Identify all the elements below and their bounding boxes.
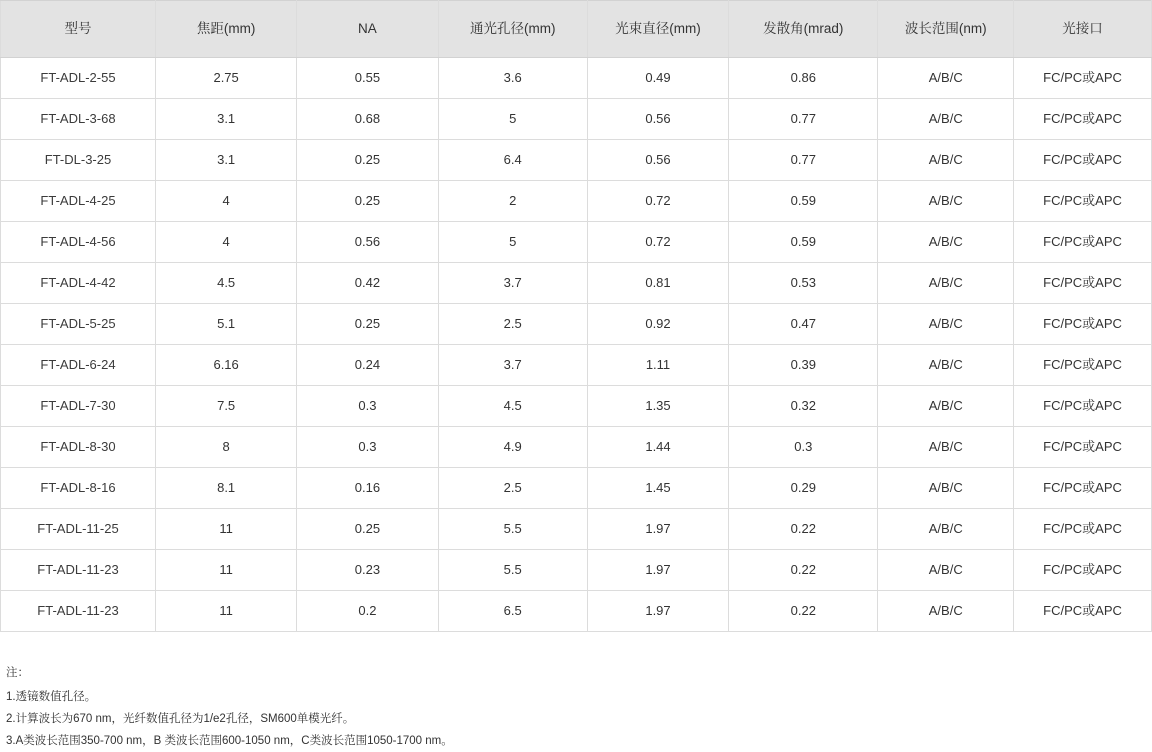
data-cell: 0.3 [729,427,878,468]
data-cell: FC/PC或APC [1014,263,1152,304]
data-cell: A/B/C [878,468,1014,509]
column-header-4: 通光孔径(mm) [438,1,587,58]
column-header-1: 型号 [1,1,156,58]
model-cell: FT-ADL-8-30 [1,427,156,468]
data-cell: 0.53 [729,263,878,304]
table-header-row [1,1,1152,58]
data-cell: FC/PC或APC [1014,304,1152,345]
model-cell: FT-ADL-8-16 [1,468,156,509]
data-cell: 6.16 [155,345,296,386]
table-row [1,550,1152,591]
table-row [1,263,1152,304]
data-cell: 0.25 [297,140,438,181]
data-cell: 0.23 [297,550,438,591]
data-cell: 3.7 [438,263,587,304]
data-cell: 4 [155,181,296,222]
data-cell: A/B/C [878,304,1014,345]
data-cell: FC/PC或APC [1014,550,1152,591]
data-cell: 0.86 [729,58,878,99]
data-cell: 3.1 [155,99,296,140]
model-cell: FT-ADL-7-30 [1,386,156,427]
data-cell: 0.25 [297,509,438,550]
data-cell: A/B/C [878,550,1014,591]
data-cell: 3.6 [438,58,587,99]
data-cell: 4 [155,222,296,263]
data-cell: 6.5 [438,591,587,632]
data-cell: 1.97 [587,550,728,591]
notes-block [0,662,1152,752]
data-cell: 0.16 [297,468,438,509]
data-cell: FC/PC或APC [1014,591,1152,632]
data-cell: 0.56 [587,99,728,140]
data-cell: A/B/C [878,345,1014,386]
data-cell: 5 [438,99,587,140]
data-cell: 0.39 [729,345,878,386]
data-cell: FC/PC或APC [1014,140,1152,181]
data-cell: A/B/C [878,99,1014,140]
column-header-6: 发散角(mrad) [729,1,878,58]
data-cell: A/B/C [878,509,1014,550]
column-header-5: 光束直径(mm) [587,1,728,58]
data-cell: 0.22 [729,509,878,550]
model-cell: FT-ADL-11-23 [1,550,156,591]
data-cell: 2.75 [155,58,296,99]
model-cell: FT-DL-3-25 [1,140,156,181]
data-cell: 0.24 [297,345,438,386]
data-cell: 6.4 [438,140,587,181]
table-body [1,58,1152,632]
column-header-2: 焦距(mm) [155,1,296,58]
data-cell: 5.1 [155,304,296,345]
data-cell: 4.5 [438,386,587,427]
data-cell: 0.59 [729,181,878,222]
data-cell: FC/PC或APC [1014,345,1152,386]
data-cell: 11 [155,591,296,632]
data-cell: 0.22 [729,591,878,632]
data-cell: 1.11 [587,345,728,386]
table-row [1,99,1152,140]
data-cell: 11 [155,509,296,550]
notes-title: 注： [6,667,29,679]
model-cell: FT-ADL-11-25 [1,509,156,550]
data-cell: 5.5 [438,509,587,550]
data-cell: 0.29 [729,468,878,509]
data-cell: 0.56 [587,140,728,181]
note-line-3: 3.A类波长范围350-700 nm，B 类波长范围600-1050 nm，C类波长范围1050-1700 nm。 [6,735,453,747]
data-cell: 7.5 [155,386,296,427]
data-cell: 0.68 [297,99,438,140]
model-cell: FT-ADL-5-25 [1,304,156,345]
data-cell: 1.97 [587,591,728,632]
data-cell: 0.72 [587,181,728,222]
model-cell: FT-ADL-4-25 [1,181,156,222]
data-cell: A/B/C [878,386,1014,427]
data-cell: 2.5 [438,304,587,345]
data-cell: 0.72 [587,222,728,263]
note-line-1: 1.透镜数值孔径。 [6,691,97,703]
table-row [1,591,1152,632]
table-header [1,1,1152,58]
data-cell: 5 [438,222,587,263]
data-cell: FC/PC或APC [1014,99,1152,140]
data-cell: 4.5 [155,263,296,304]
column-header-3: NA [297,1,438,58]
data-cell: FC/PC或APC [1014,386,1152,427]
model-cell: FT-ADL-3-68 [1,99,156,140]
data-cell: 0.25 [297,304,438,345]
table-row [1,427,1152,468]
data-cell: 0.22 [729,550,878,591]
table-row [1,181,1152,222]
table-row [1,468,1152,509]
data-cell: A/B/C [878,263,1014,304]
column-header-7: 波长范围(nm) [878,1,1014,58]
table-row [1,509,1152,550]
data-cell: 0.3 [297,427,438,468]
data-cell: 11 [155,550,296,591]
data-cell: 1.35 [587,386,728,427]
model-cell: FT-ADL-11-23 [1,591,156,632]
data-cell: 0.77 [729,99,878,140]
table-row [1,304,1152,345]
data-cell: A/B/C [878,181,1014,222]
data-cell: FC/PC或APC [1014,427,1152,468]
data-cell: 5.5 [438,550,587,591]
data-cell: FC/PC或APC [1014,58,1152,99]
data-cell: 3.1 [155,140,296,181]
data-cell: A/B/C [878,222,1014,263]
data-cell: 0.59 [729,222,878,263]
data-cell: A/B/C [878,591,1014,632]
data-cell: 0.25 [297,181,438,222]
note-line-2: 2.计算波长为670 nm，光纤数值孔径为1/e2孔径，SM600单模光纤。 [6,713,355,725]
data-cell: A/B/C [878,427,1014,468]
table-row [1,222,1152,263]
data-cell: 0.2 [297,591,438,632]
data-cell: 0.3 [297,386,438,427]
data-cell: 1.44 [587,427,728,468]
data-cell: 0.92 [587,304,728,345]
model-cell: FT-ADL-2-55 [1,58,156,99]
data-cell: A/B/C [878,58,1014,99]
model-cell: FT-ADL-6-24 [1,345,156,386]
data-cell: 0.47 [729,304,878,345]
data-cell: 2 [438,181,587,222]
data-cell: FC/PC或APC [1014,222,1152,263]
data-cell: 0.81 [587,263,728,304]
data-cell: 0.77 [729,140,878,181]
column-header-8: 光接口 [1014,1,1152,58]
table-row [1,386,1152,427]
data-cell: FC/PC或APC [1014,468,1152,509]
model-cell: FT-ADL-4-56 [1,222,156,263]
table-row [1,140,1152,181]
data-cell: 0.56 [297,222,438,263]
data-cell: 0.49 [587,58,728,99]
data-cell: 8.1 [155,468,296,509]
data-cell: 1.97 [587,509,728,550]
table-row [1,58,1152,99]
data-cell: 1.45 [587,468,728,509]
data-cell: 3.7 [438,345,587,386]
model-cell: FT-ADL-4-42 [1,263,156,304]
table-row [1,345,1152,386]
data-cell: 4.9 [438,427,587,468]
data-cell: 0.55 [297,58,438,99]
data-cell: 0.42 [297,263,438,304]
data-cell: A/B/C [878,140,1014,181]
data-cell: 8 [155,427,296,468]
data-cell: 2.5 [438,468,587,509]
data-cell: 0.32 [729,386,878,427]
data-cell: FC/PC或APC [1014,181,1152,222]
data-cell: FC/PC或APC [1014,509,1152,550]
